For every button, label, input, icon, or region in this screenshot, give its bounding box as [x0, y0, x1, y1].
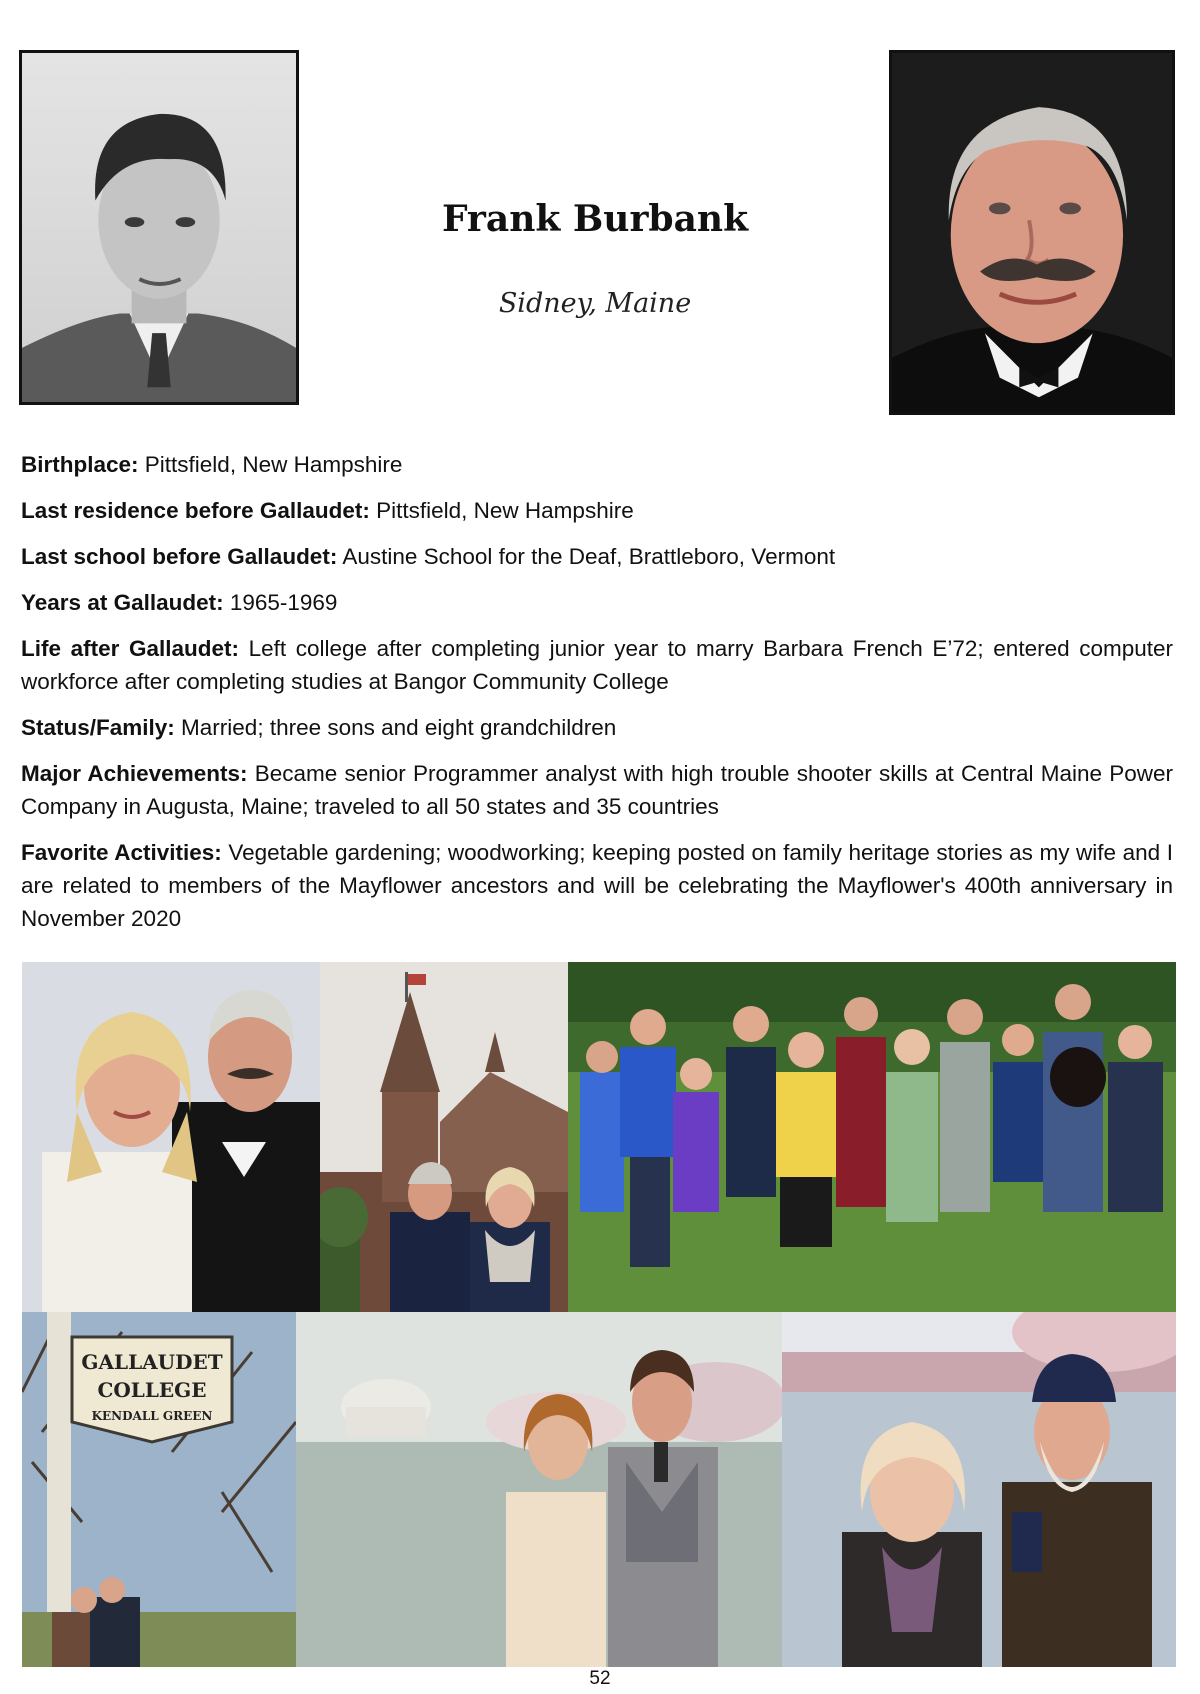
- sign-line-3: KENDALL GREEN: [91, 1409, 213, 1423]
- portrait-young-photo: [19, 50, 299, 405]
- couple-cherry-blossom-photo: [782, 1312, 1176, 1667]
- portrait-recent-photo: [889, 50, 1175, 415]
- gallaudet-sign-photo: [22, 1312, 296, 1667]
- bio-life-after: Life after Gallaudet: Left college after completing junior year to marry Barbara French E’72; entered computer workforce after completing studies at Bangor Community College: [21, 636, 1173, 694]
- biography: [21, 448, 1173, 948]
- couple-formal-photo: [22, 962, 320, 1312]
- bio-last-school: Last school before Gallaudet: Austine School for the Deaf, Brattleboro, Vermont: [21, 544, 836, 569]
- bio-birthplace: Birthplace: Pittsfield, New Hampshire: [21, 452, 403, 477]
- bio-favorite-activities: Favorite Activities: Vegetable gardening; woodworking; keeping posted on family heritage stories as my wife and I are related to members of the Mayflower ancestors and will be celebrating the Mayflower's 400th anniversary in November 2020: [21, 840, 1173, 931]
- couple-vintage-photo: [296, 1312, 782, 1667]
- person-location: Sidney, Maine: [498, 288, 692, 319]
- person-name: Frank Burbank: [441, 198, 749, 240]
- bio-last-residence: Last residence before Gallaudet: Pittsfield, New Hampshire: [21, 498, 634, 523]
- bio-status-family: Status/Family: Married; three sons and eight grandchildren: [21, 715, 617, 740]
- sign-line-2: COLLEGE: [97, 1378, 207, 1402]
- family-group-photo: [568, 962, 1176, 1312]
- bio-years: Years at Gallaudet: 1965-1969: [21, 590, 338, 615]
- sign-line-1: GALLAUDET: [81, 1350, 223, 1374]
- gallaudet-building-photo: [320, 962, 568, 1312]
- bio-major-achievements: Major Achievements: Became senior Programmer analyst with high trouble shooter skills at Central Maine Power Company in Augusta, Maine; traveled to all 50 states and 35 countries: [21, 761, 1174, 819]
- page-number: 52: [589, 1668, 611, 1689]
